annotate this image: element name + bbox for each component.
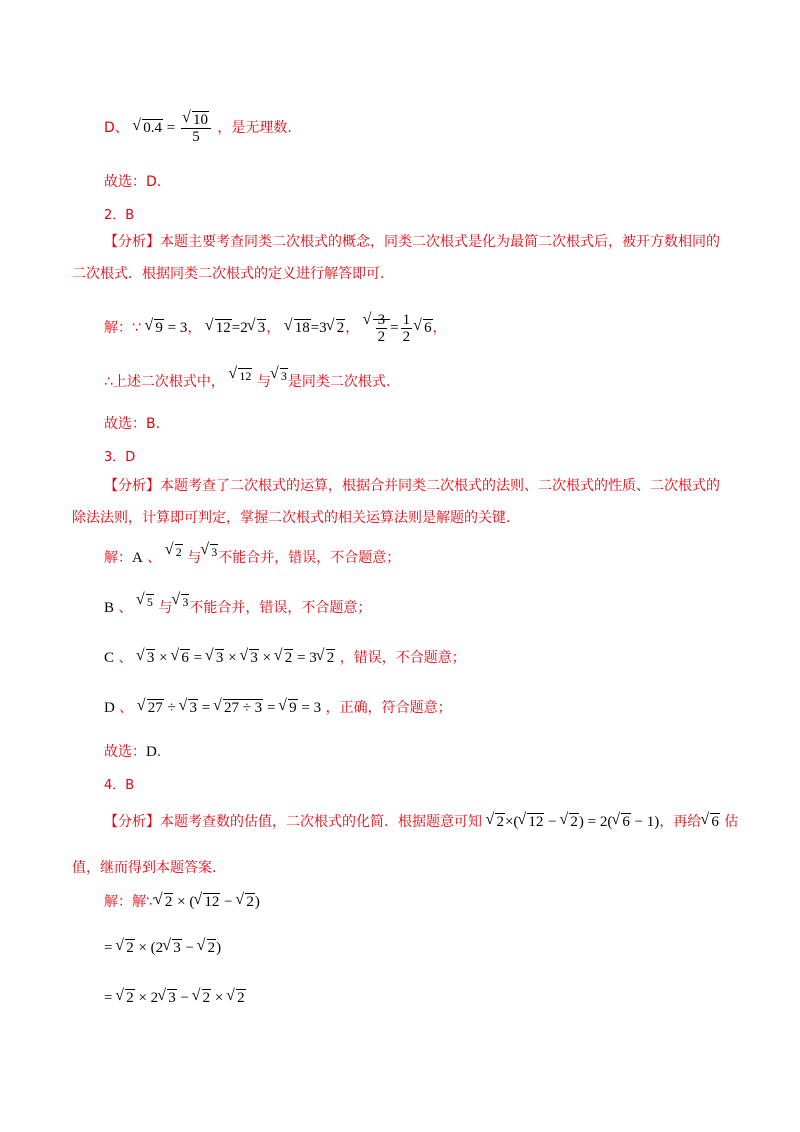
- q2-solution-line: 解：∵ √ 9 = 3， √ 12=2√ 3， √ 18=3√ 2， √ $\frac{3}{2}$ = $\frac{1}{2}$ √ 6，: [104, 312, 447, 345]
- math-sqrt3-small: √ 3: [271, 369, 288, 383]
- q4-analysis-line1: 【分析】本题考查数的估值，二次根式的化简．根据题意可知 √ 2×(√ 12 − √ 2) = 2(√ 6 − 1)，再给√ 6 估: [104, 812, 738, 832]
- analysis-tag: 【分析】: [104, 478, 160, 494]
- q2-conclusion-line: [104, 369, 391, 392]
- q3-option-b-line: B 、 √ 5 与√ 3不能合并，错误，不合题意；: [104, 598, 371, 618]
- option-d-label: D、: [104, 119, 129, 136]
- question-2-number: 2．B: [104, 208, 135, 223]
- answer-1: 故选：D.: [104, 174, 162, 190]
- math-q4-identity: √ 2×(√ 12 − √ 2) = 2(√ 6 − 1): [486, 814, 659, 830]
- answer-3: 故选：D.: [104, 744, 162, 760]
- option-a-letter: A: [132, 550, 143, 566]
- math-sqrt3over2: √ $\frac{3}{2}$ = $\frac{1}{2}$ √ 6: [364, 320, 433, 336]
- q3-analysis-text1: 本题考查了二次根式的运算，根据合并同类二次根式的法则、二次根式的性质、二次根式的: [160, 478, 720, 494]
- q3-option-c-line: C 、 √ 3 × √ 6 = √ 3 × √ 3 × √ 2 = 3√ 2 ，错误，不合题意；: [104, 648, 466, 668]
- q3-analysis-line2: 除法法则，计算即可判定，掌握二次根式的相关运算法则是解题的关键.: [72, 510, 511, 526]
- math-sqrt3: √ 3: [172, 595, 189, 609]
- q2-analysis-line1: [104, 232, 720, 252]
- math-sqrt6: √ 6: [701, 814, 720, 830]
- because-symbol: ∵: [132, 319, 141, 336]
- solution-label: 解：: [104, 319, 132, 336]
- option-c-letter: C: [104, 650, 115, 666]
- q4-solution-line1: [104, 892, 260, 912]
- math-d-expression: √ 27 ÷ √ 3 = √ 27 ÷ 3 = √ 9 = 3: [138, 700, 321, 716]
- math-sqrt9: √ 9 = 3: [145, 320, 187, 336]
- q2-analysis-line2: 二次根式．根据同类二次根式的定义进行解答即可.: [72, 266, 385, 282]
- q3-analysis-line1: [104, 476, 720, 496]
- math-sqrt18: √ 18=3√ 2: [285, 320, 345, 336]
- math-sqrt3: √ 3: [201, 545, 218, 559]
- q2-analysis-text1: 本题主要考查同类二次根式的概念，同类二次根式是化为最简二次根式后，被开方数相同的: [160, 234, 720, 250]
- math-q4-step2: = √ 2 × (2√ 3 − √ 2): [104, 940, 221, 956]
- analysis-tag: 【分析】: [104, 814, 160, 830]
- option-d-letter: D: [104, 700, 115, 716]
- therefore-suffix: 是同类二次根式.: [287, 374, 391, 390]
- q4-solution-line2: [104, 938, 221, 958]
- solution-label: 解：: [104, 550, 132, 566]
- q3-option-a-line: 解：A 、 √ 2 与√ 3不能合并，错误，不合题意；: [104, 548, 400, 568]
- answer-2: 故选：B.: [104, 416, 161, 432]
- option-d-line: [104, 112, 292, 145]
- q4-analysis-line2: 值，继而得到本题答案.: [72, 860, 217, 876]
- solution-label-4: 解：解∵: [104, 894, 155, 910]
- math-sqrt2: √ 2: [166, 545, 183, 559]
- q4-analysis-text1: 本题考查数的估值，二次根式的化简．根据题意可知: [160, 814, 482, 830]
- math-c-expression: √ 3 × √ 6 = √ 3 × √ 3 × √ 2 = 3√ 2: [137, 650, 335, 666]
- option-d-comment: ，是无理数.: [217, 119, 292, 136]
- math-sqrt12-small: √ 12: [229, 369, 252, 383]
- math-q4-step1: √ 2 × (√ 12 − √ 2): [155, 894, 260, 910]
- analysis-tag: 【分析】: [104, 234, 160, 250]
- math-sqrt5: √ 5: [137, 595, 154, 609]
- question-3-number: 3．D: [104, 450, 136, 465]
- option-b-letter: B: [104, 600, 115, 616]
- q4-solution-line3: [104, 988, 246, 1008]
- q3-option-d-line: D 、 √ 27 ÷ √ 3 = √ 27 ÷ 3 = √ 9 = 3 ，正确，符合题意；: [104, 698, 452, 718]
- math-sqrt-0-4: √ 0.4 = √ $\frac{10}{5}$: [133, 120, 213, 136]
- question-4-number: 4．B: [104, 778, 135, 793]
- math-q4-step3: = √ 2 × 2√ 3 − √ 2 × √ 2: [104, 990, 246, 1006]
- math-sqrt12: √ 12=2√ 3: [206, 320, 266, 336]
- and-word: 与: [256, 374, 271, 390]
- therefore-prefix: ∴上述二次根式中，: [104, 374, 225, 390]
